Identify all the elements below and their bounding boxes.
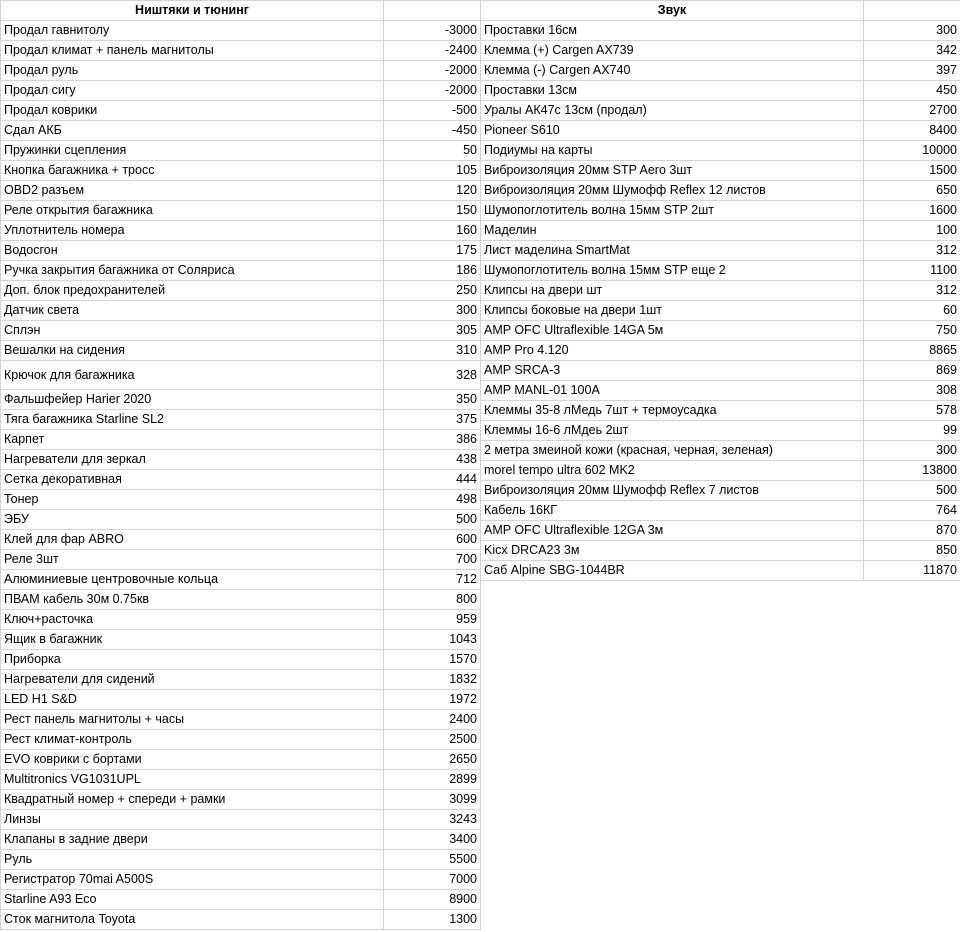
tuning-header-value-cell[interactable] [384, 1, 481, 21]
item-name-cell[interactable]: Клей для фар ABRO [1, 530, 384, 550]
item-name-cell[interactable]: Уралы АК47с 13см (продал) [481, 101, 864, 121]
item-price-cell[interactable]: 100 [864, 221, 960, 241]
item-name-cell[interactable]: Сетка декоративная [1, 470, 384, 490]
table-row [1, 221, 481, 241]
table-row [1, 241, 481, 261]
item-name-cell[interactable]: Проставки 16см [481, 21, 864, 41]
item-price-cell[interactable]: 8865 [864, 341, 960, 361]
item-price-cell[interactable]: 160 [384, 221, 481, 241]
tuning-header[interactable]: Ништяки и тюнинг [1, 1, 384, 21]
item-name-cell[interactable]: Продал гавнитолу [1, 21, 384, 41]
item-price-cell[interactable]: 300 [864, 441, 960, 461]
item-price-cell[interactable]: -2000 [384, 61, 481, 81]
item-name-cell[interactable]: OBD2 разъем [1, 181, 384, 201]
table-row [1, 750, 481, 770]
item-price-cell[interactable]: 2650 [384, 750, 481, 770]
item-price-cell[interactable]: 386 [384, 430, 481, 450]
table-row [1, 201, 481, 221]
item-price-cell[interactable]: 305 [384, 321, 481, 341]
item-name-cell[interactable]: Подиумы на карты [481, 141, 864, 161]
item-name-cell[interactable]: Маделин [481, 221, 864, 241]
table-row [481, 81, 960, 101]
item-price-cell[interactable]: 105 [384, 161, 481, 181]
item-name-cell[interactable]: Датчик света [1, 301, 384, 321]
table-row [481, 301, 960, 321]
item-price-cell[interactable]: 2700 [864, 101, 960, 121]
item-name-cell[interactable]: Линзы [1, 810, 384, 830]
table-row [1, 810, 481, 830]
item-price-cell[interactable]: -500 [384, 101, 481, 121]
table-row [481, 201, 960, 221]
table-row [1, 850, 481, 870]
item-name-cell[interactable]: ЭБУ [1, 510, 384, 530]
item-name-cell[interactable]: Клипсы боковые на двери 1шт [481, 301, 864, 321]
item-price-cell[interactable]: 8400 [864, 121, 960, 141]
item-price-cell[interactable]: 800 [384, 590, 481, 610]
item-name-cell[interactable]: Сплэн [1, 321, 384, 341]
table-row [481, 41, 960, 61]
item-name-cell[interactable]: Приборка [1, 650, 384, 670]
item-name-cell[interactable]: Тонер [1, 490, 384, 510]
item-name-cell[interactable]: AMP OFC Ultraflexible 12GA 3м [481, 521, 864, 541]
item-price-cell[interactable]: 2400 [384, 710, 481, 730]
item-price-cell[interactable]: 60 [864, 301, 960, 321]
item-price-cell[interactable]: 498 [384, 490, 481, 510]
item-name-cell[interactable]: Реле открытия багажника [1, 201, 384, 221]
item-price-cell[interactable]: 600 [384, 530, 481, 550]
table-row [1, 830, 481, 850]
sound-header-value-cell[interactable] [864, 1, 960, 21]
item-price-cell[interactable]: 500 [384, 510, 481, 530]
item-name-cell[interactable]: Проставки 13см [481, 81, 864, 101]
item-name-cell[interactable]: Тяга багажника Starline SL2 [1, 410, 384, 430]
item-price-cell[interactable]: 3400 [384, 830, 481, 850]
table-row [1, 470, 481, 490]
table-row [1, 890, 481, 910]
item-price-cell[interactable]: 1972 [384, 690, 481, 710]
item-price-cell[interactable]: 50 [384, 141, 481, 161]
item-name-cell[interactable]: Нагреватели для зеркал [1, 450, 384, 470]
table-row [1, 141, 481, 161]
item-price-cell[interactable]: 1300 [384, 910, 481, 930]
table-row [481, 341, 960, 361]
item-price-cell[interactable]: 850 [864, 541, 960, 561]
item-name-cell[interactable]: Виброизоляция 20мм Шумофф Reflex 7 листов [481, 481, 864, 501]
item-name-cell[interactable]: Ручка закрытия багажника от Соляриса [1, 261, 384, 281]
table-row [481, 181, 960, 201]
item-name-cell[interactable]: Клапаны в задние двери [1, 830, 384, 850]
item-name-cell[interactable]: Кнопка багажника + тросс [1, 161, 384, 181]
item-name-cell[interactable]: Руль [1, 850, 384, 870]
item-name-cell[interactable]: Multitronics VG1031UPL [1, 770, 384, 790]
item-price-cell[interactable]: 342 [864, 41, 960, 61]
item-price-cell[interactable]: 312 [864, 281, 960, 301]
table-row [1, 261, 481, 281]
item-price-cell[interactable]: 186 [384, 261, 481, 281]
table-row [481, 381, 960, 401]
item-price-cell[interactable]: 3099 [384, 790, 481, 810]
item-name-cell[interactable]: Реле 3шт [1, 550, 384, 570]
item-name-cell[interactable]: Алюминиевые центровочные кольца [1, 570, 384, 590]
item-name-cell[interactable]: AMP OFC Ultraflexible 14GA 5м [481, 321, 864, 341]
table-row [1, 121, 481, 141]
table-row [481, 141, 960, 161]
item-name-cell[interactable]: Саб Alpine SBG-1044BR [481, 561, 864, 581]
sound-table [480, 0, 960, 581]
item-name-cell[interactable]: Шумопоглотитель волна 15мм STP 2шт [481, 201, 864, 221]
table-row [1, 710, 481, 730]
item-price-cell[interactable]: -2000 [384, 81, 481, 101]
item-name-cell[interactable]: EVO коврики с бортами [1, 750, 384, 770]
item-price-cell[interactable]: 120 [384, 181, 481, 201]
item-price-cell[interactable]: 764 [864, 501, 960, 521]
item-price-cell[interactable]: 1043 [384, 630, 481, 650]
table-row [1, 430, 481, 450]
item-price-cell[interactable]: 959 [384, 610, 481, 630]
table-row [1, 161, 481, 181]
table-row [1, 670, 481, 690]
item-name-cell[interactable]: ПВАМ кабель 30м 0.75кв [1, 590, 384, 610]
item-price-cell[interactable]: 444 [384, 470, 481, 490]
item-name-cell[interactable]: Доп. блок предохранителей [1, 281, 384, 301]
item-name-cell[interactable]: AMP Pro 4.120 [481, 341, 864, 361]
item-name-cell[interactable]: Клеммы 35-8 лМедь 7шт + термоусадка [481, 401, 864, 421]
item-price-cell[interactable]: 300 [864, 21, 960, 41]
item-price-cell[interactable]: 11870 [864, 561, 960, 581]
item-price-cell[interactable]: 578 [864, 401, 960, 421]
item-price-cell[interactable]: 175 [384, 241, 481, 261]
table-row [481, 261, 960, 281]
item-name-cell[interactable]: Ящик в багажник [1, 630, 384, 650]
item-price-cell[interactable]: 1832 [384, 670, 481, 690]
table-row [1, 181, 481, 201]
item-price-cell[interactable]: 99 [864, 421, 960, 441]
item-price-cell[interactable]: 650 [864, 181, 960, 201]
sound-table-body [481, 21, 960, 581]
table-row [1, 730, 481, 750]
item-price-cell[interactable]: 1600 [864, 201, 960, 221]
item-price-cell[interactable]: 870 [864, 521, 960, 541]
item-name-cell[interactable]: Рест панель магнитолы + часы [1, 710, 384, 730]
item-name-cell[interactable]: Клемма (+) Cargen AX739 [481, 41, 864, 61]
item-price-cell[interactable]: 1100 [864, 261, 960, 281]
table-row [1, 341, 481, 361]
item-price-cell[interactable]: -3000 [384, 21, 481, 41]
table-row [1, 41, 481, 61]
item-name-cell[interactable]: Ключ+расточка [1, 610, 384, 630]
item-price-cell[interactable]: 700 [384, 550, 481, 570]
sound-header[interactable]: Звук [481, 1, 864, 21]
item-name-cell[interactable]: Квадратный номер + спереди + рамки [1, 790, 384, 810]
table-row [1, 790, 481, 810]
table-row [481, 421, 960, 441]
table-row [481, 541, 960, 561]
item-price-cell[interactable]: 312 [864, 241, 960, 261]
table-row [1, 490, 481, 510]
item-name-cell[interactable]: Клипсы на двери шт [481, 281, 864, 301]
table-row [1, 690, 481, 710]
item-price-cell[interactable]: 2899 [384, 770, 481, 790]
item-name-cell[interactable]: Вешалки на сидения [1, 341, 384, 361]
item-price-cell[interactable]: 328 [384, 361, 481, 390]
item-name-cell[interactable]: Крючок для багажника [1, 361, 384, 390]
item-name-cell[interactable]: Водосгон [1, 241, 384, 261]
item-name-cell[interactable]: Клемма (-) Cargen AX740 [481, 61, 864, 81]
item-price-cell[interactable]: 1570 [384, 650, 481, 670]
item-name-cell[interactable]: Сдал АКБ [1, 121, 384, 141]
item-name-cell[interactable]: Рест климат-контроль [1, 730, 384, 750]
item-price-cell[interactable]: 869 [864, 361, 960, 381]
item-price-cell[interactable]: 308 [864, 381, 960, 401]
table-row [481, 481, 960, 501]
table-row [1, 630, 481, 650]
item-price-cell[interactable]: 397 [864, 61, 960, 81]
item-name-cell[interactable]: AMP MANL-01 100A [481, 381, 864, 401]
item-name-cell[interactable]: Kicx DRCA23 3м [481, 541, 864, 561]
table-row [1, 530, 481, 550]
table-row [1, 770, 481, 790]
table-row [481, 321, 960, 341]
item-price-cell[interactable]: -2400 [384, 41, 481, 61]
header-row [481, 1, 960, 21]
table-row [1, 301, 481, 321]
table-row [481, 61, 960, 81]
table-row [481, 21, 960, 41]
item-price-cell[interactable]: 750 [864, 321, 960, 341]
item-price-cell[interactable]: 1500 [864, 161, 960, 181]
item-price-cell[interactable]: 712 [384, 570, 481, 590]
item-name-cell[interactable]: Продал сигу [1, 81, 384, 101]
table-row [1, 910, 481, 930]
table-row [1, 590, 481, 610]
item-price-cell[interactable]: 2500 [384, 730, 481, 750]
item-price-cell[interactable]: 150 [384, 201, 481, 221]
table-row [1, 410, 481, 430]
table-row [1, 21, 481, 41]
item-name-cell[interactable]: Клеммы 16-6 лМдеь 2шт [481, 421, 864, 441]
item-name-cell[interactable]: Регистратор 70mai A500S [1, 870, 384, 890]
table-row [1, 390, 481, 410]
table-row [1, 550, 481, 570]
item-name-cell[interactable]: LED H1 S&D [1, 690, 384, 710]
table-row [481, 401, 960, 421]
item-price-cell[interactable]: 5500 [384, 850, 481, 870]
item-name-cell[interactable]: Уплотнитель номера [1, 221, 384, 241]
item-price-cell[interactable]: -450 [384, 121, 481, 141]
table-row [1, 61, 481, 81]
table-row [481, 501, 960, 521]
item-price-cell[interactable]: 8900 [384, 890, 481, 910]
table-row [481, 521, 960, 541]
table-row [1, 450, 481, 470]
table-row [1, 870, 481, 890]
table-row [481, 361, 960, 381]
item-name-cell[interactable]: Кабель 16КГ [481, 501, 864, 521]
item-name-cell[interactable]: Пружинки сцепления [1, 141, 384, 161]
item-price-cell[interactable]: 300 [384, 301, 481, 321]
item-price-cell[interactable]: 450 [864, 81, 960, 101]
table-row [481, 241, 960, 261]
item-name-cell[interactable]: Лист маделина SmartMat [481, 241, 864, 261]
item-name-cell[interactable]: 2 метра змеиной кожи (красная, черная, зеленая) [481, 441, 864, 461]
item-name-cell[interactable]: Виброизоляция 20мм STP Aero 3шт [481, 161, 864, 181]
tuning-table-body [1, 21, 481, 930]
table-row [1, 650, 481, 670]
item-name-cell[interactable]: Шумопоглотитель волна 15мм STP еще 2 [481, 261, 864, 281]
tuning-table [0, 0, 481, 930]
table-row [481, 101, 960, 121]
item-price-cell[interactable]: 438 [384, 450, 481, 470]
item-price-cell[interactable]: 375 [384, 410, 481, 430]
item-price-cell[interactable]: 13800 [864, 461, 960, 481]
table-row [481, 561, 960, 581]
table-row [481, 461, 960, 481]
item-name-cell[interactable]: Pioneer S610 [481, 121, 864, 141]
table-row [481, 161, 960, 181]
table-row [481, 281, 960, 301]
table-row [1, 81, 481, 101]
table-row [1, 361, 481, 390]
item-price-cell[interactable]: 310 [384, 341, 481, 361]
table-row [1, 570, 481, 590]
item-name-cell[interactable]: Сток магнитола Toyota [1, 910, 384, 930]
item-price-cell[interactable]: 500 [864, 481, 960, 501]
table-row [481, 441, 960, 461]
item-name-cell[interactable]: Продал коврики [1, 101, 384, 121]
item-price-cell[interactable]: 250 [384, 281, 481, 301]
item-name-cell[interactable]: Продал руль [1, 61, 384, 81]
table-row [1, 510, 481, 530]
table-row [1, 321, 481, 341]
item-name-cell[interactable]: Нагреватели для сидений [1, 670, 384, 690]
item-name-cell[interactable]: Карпет [1, 430, 384, 450]
item-price-cell[interactable]: 7000 [384, 870, 481, 890]
item-name-cell[interactable]: morel tempo ultra 602 MK2 [481, 461, 864, 481]
item-name-cell[interactable]: Виброизоляция 20мм Шумофф Reflex 12 листов [481, 181, 864, 201]
item-price-cell[interactable]: 350 [384, 390, 481, 410]
item-name-cell[interactable]: Фальшфейер Harier 2020 [1, 390, 384, 410]
item-price-cell[interactable]: 3243 [384, 810, 481, 830]
table-row [1, 281, 481, 301]
table-row [481, 121, 960, 141]
item-name-cell[interactable]: Продал климат + панель магнитолы [1, 41, 384, 61]
item-price-cell[interactable]: 10000 [864, 141, 960, 161]
table-row [481, 221, 960, 241]
table-row [1, 101, 481, 121]
item-name-cell[interactable]: Starline A93 Eco [1, 890, 384, 910]
item-name-cell[interactable]: AMP SRCA-3 [481, 361, 864, 381]
header-row [1, 1, 481, 21]
table-row [1, 610, 481, 630]
